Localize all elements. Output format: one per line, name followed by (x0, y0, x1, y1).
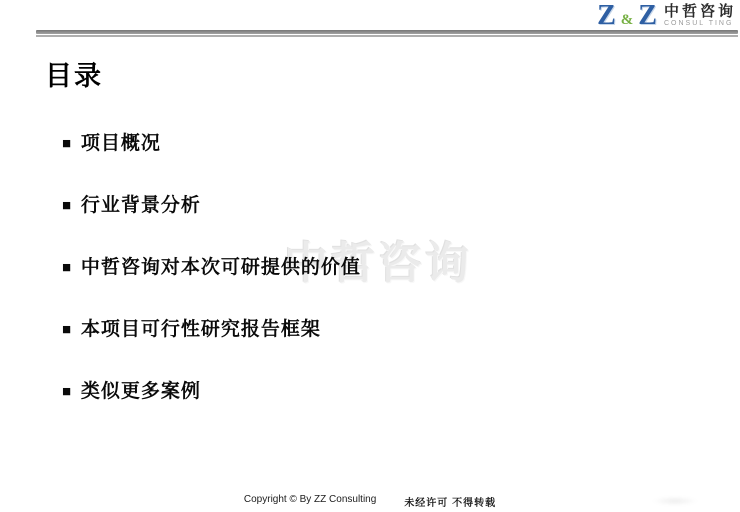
toc-item-consulting-value (62, 257, 361, 278)
header-divider-thick-line (36, 30, 738, 34)
toc-item-project-overview (62, 133, 361, 154)
company-logo (597, 2, 736, 30)
header-divider (36, 30, 738, 37)
logo-wordmark (664, 4, 736, 28)
toc-item-label: 类似更多案例 (80, 381, 201, 402)
toc-item-label: 中哲咨询对本次可研提供的价值 (80, 257, 361, 278)
logo-company-name: 中哲咨询 (663, 2, 736, 20)
toc-item-industry-background (62, 195, 361, 216)
toc-item-label: 行业背景分析 (80, 195, 201, 216)
toc-item-label: 本项目可行性研究报告框架 (80, 319, 321, 340)
logo-letter-z1: Z (597, 0, 616, 31)
bullet-square-icon: ■ (62, 260, 73, 276)
toc-item-label: 项目概况 (80, 133, 161, 154)
bullet-square-icon: ■ (62, 384, 73, 400)
bullet-square-icon: ■ (62, 322, 73, 338)
logo-ampersand: & (620, 12, 634, 28)
logo-letter-z2: Z (638, 0, 657, 31)
toc-list (62, 133, 361, 443)
logo-zz-mark (597, 2, 657, 30)
bullet-square-icon: ■ (62, 198, 73, 214)
logo-company-subtitle: CONSUL TING (663, 20, 734, 28)
reprint-notice-text: 未经许可 不得转载 (404, 498, 497, 509)
watermark-text: 中哲咨询 (284, 239, 472, 288)
bullet-square-icon: ■ (62, 136, 73, 152)
page-title: 目录 (45, 61, 103, 91)
copyright-text: Copyright © By ZZ Consulting (243, 494, 377, 505)
toc-item-similar-cases (62, 381, 361, 402)
slide-footer (0, 494, 740, 509)
toc-item-report-framework (62, 319, 361, 340)
header-divider-thin-line (36, 35, 738, 37)
